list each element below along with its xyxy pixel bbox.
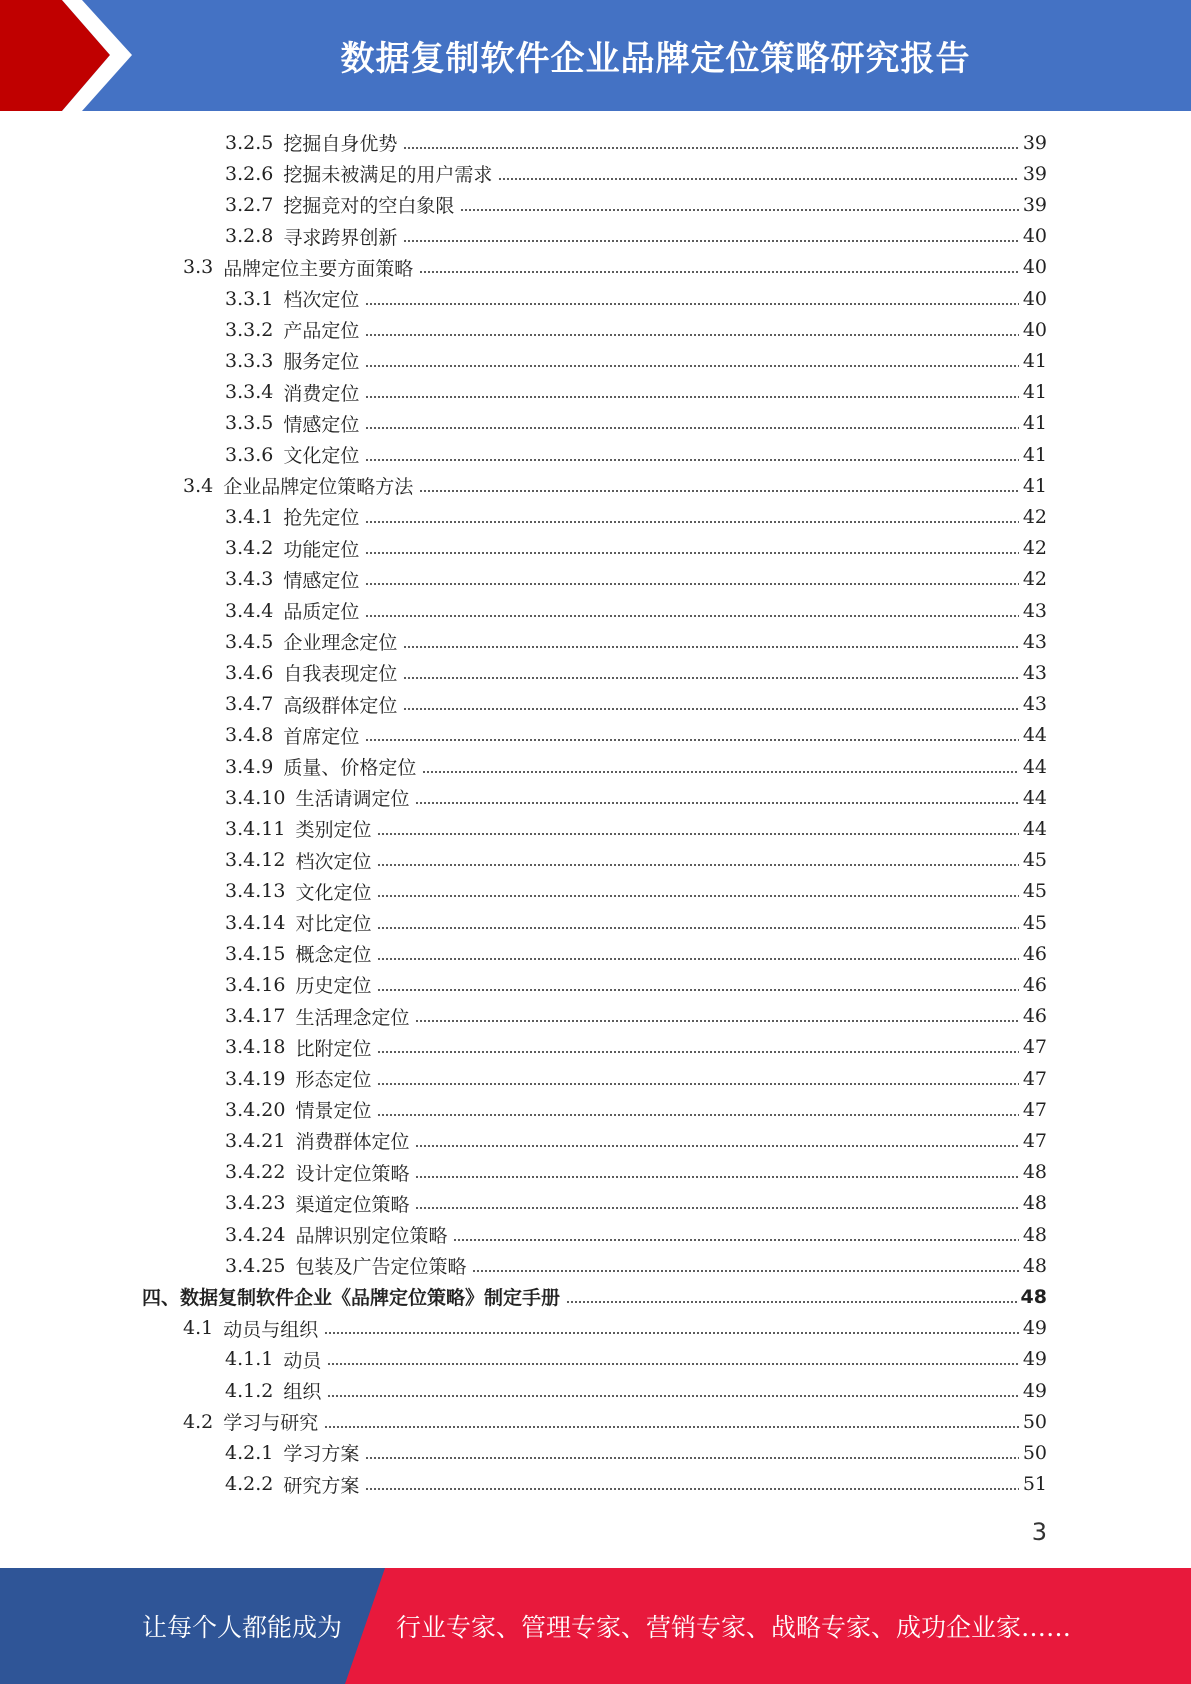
toc-entry-title: 学习方案 bbox=[283, 1443, 360, 1466]
toc-entry-title: 渠道定位策略 bbox=[295, 1193, 410, 1216]
page-number: 3 bbox=[1031, 1518, 1047, 1546]
toc-entry[interactable] bbox=[225, 1219, 1047, 1250]
toc-entry-number: 3.4.22 bbox=[225, 1161, 286, 1184]
toc-entry-title: 形态定位 bbox=[295, 1069, 372, 1091]
dot-leader bbox=[365, 552, 1018, 554]
toc-entry[interactable] bbox=[225, 689, 1047, 720]
toc-entry[interactable] bbox=[225, 1250, 1047, 1281]
toc-entry-number: 3.4.23 bbox=[225, 1192, 286, 1215]
dot-leader bbox=[377, 989, 1018, 991]
toc-entry-page: 49 bbox=[1022, 1379, 1047, 1402]
toc-entry-page: 48 bbox=[1022, 1161, 1047, 1184]
toc-entry-page: 48 bbox=[1022, 1254, 1047, 1277]
toc-entry-number: 3.4.6 bbox=[225, 661, 274, 684]
toc-entry-number: 3.4.21 bbox=[225, 1129, 286, 1152]
toc-entry-title: 历史定位 bbox=[295, 975, 372, 998]
toc-entry-page: 42 bbox=[1022, 505, 1047, 528]
toc-entry-number: 3.2.7 bbox=[225, 193, 274, 216]
toc-entry[interactable] bbox=[183, 1406, 1047, 1437]
toc-entry-page: 42 bbox=[1022, 537, 1047, 560]
toc-entry[interactable] bbox=[225, 189, 1047, 220]
dot-leader bbox=[365, 334, 1018, 336]
toc-entry-title: 企业理念定位 bbox=[283, 632, 398, 655]
toc-entry-title: 类别定位 bbox=[295, 819, 372, 842]
toc-entry-page: 43 bbox=[1022, 630, 1047, 653]
toc-entry-page: 46 bbox=[1022, 942, 1047, 965]
toc-entry-page: 49 bbox=[1022, 1317, 1047, 1340]
toc-entry-title: 挖掘未被满足的用户需求 bbox=[283, 164, 493, 187]
toc-entry-number: 3.3 bbox=[183, 256, 214, 279]
toc-entry[interactable] bbox=[225, 1188, 1047, 1219]
dot-leader bbox=[403, 147, 1018, 149]
dot-leader bbox=[377, 864, 1018, 866]
toc-entry-title: 对比定位 bbox=[295, 913, 372, 935]
dot-leader bbox=[415, 1207, 1018, 1209]
toc-entry[interactable] bbox=[225, 876, 1047, 907]
toc-entry-number: 3.4.2 bbox=[225, 537, 274, 560]
toc-entry[interactable] bbox=[225, 501, 1047, 532]
toc-entry[interactable] bbox=[225, 158, 1047, 189]
toc-entry[interactable] bbox=[225, 751, 1047, 782]
toc-entry-page: 40 bbox=[1022, 318, 1047, 341]
toc-entry-title: 生活理念定位 bbox=[295, 1006, 410, 1029]
toc-entry-page: 44 bbox=[1022, 817, 1047, 840]
toc-entry-title: 学习与研究 bbox=[223, 1412, 319, 1435]
toc-entry-title: 四、数据复制软件企业《品牌定位策略》制定手册 bbox=[142, 1287, 561, 1310]
toc-entry-page: 45 bbox=[1022, 911, 1047, 934]
toc-entry-number: 3.4.12 bbox=[225, 849, 286, 872]
toc-entry-page: 48 bbox=[1022, 1223, 1047, 1246]
toc-entry-title: 品质定位 bbox=[283, 601, 360, 623]
dot-leader bbox=[403, 708, 1018, 710]
toc-entry-number: 3.2.6 bbox=[225, 162, 274, 185]
toc-entry-title: 情感定位 bbox=[283, 413, 360, 436]
toc-entry-page: 51 bbox=[1022, 1473, 1047, 1496]
toc-entry[interactable] bbox=[225, 314, 1047, 345]
toc-entry[interactable] bbox=[225, 408, 1047, 439]
toc-entry-title: 消费定位 bbox=[283, 382, 360, 405]
toc-entry-number: 3.4 bbox=[183, 474, 214, 497]
toc-entry-number: 3.4.20 bbox=[225, 1098, 286, 1121]
toc-entry[interactable] bbox=[183, 470, 1047, 501]
toc-entry[interactable] bbox=[225, 221, 1047, 252]
dot-leader bbox=[472, 1270, 1018, 1272]
dot-leader bbox=[419, 490, 1019, 492]
dot-leader bbox=[365, 1457, 1018, 1459]
toc-entry-number: 4.2 bbox=[183, 1410, 214, 1433]
dot-leader bbox=[377, 895, 1018, 897]
toc-entry[interactable] bbox=[225, 345, 1047, 376]
toc-entry[interactable] bbox=[142, 1281, 1047, 1312]
toc-entry-page: 49 bbox=[1022, 1348, 1047, 1371]
toc-entry-title: 产品定位 bbox=[283, 320, 360, 343]
dot-leader bbox=[377, 927, 1018, 929]
toc-entry-number: 3.2.8 bbox=[225, 225, 274, 248]
dot-leader bbox=[377, 833, 1018, 835]
toc-entry-page: 50 bbox=[1022, 1410, 1047, 1433]
dot-leader bbox=[415, 802, 1018, 804]
dot-leader bbox=[324, 1426, 1019, 1428]
toc-entry[interactable] bbox=[225, 377, 1047, 408]
toc-entry-number: 3.2.5 bbox=[225, 131, 274, 154]
dot-leader bbox=[403, 240, 1018, 242]
toc-entry-title: 情景定位 bbox=[295, 1100, 372, 1123]
toc-entry-title: 文化定位 bbox=[295, 881, 372, 904]
toc-entry-page: 48 bbox=[1020, 1285, 1047, 1308]
toc-entry[interactable] bbox=[225, 1469, 1047, 1500]
toc-entry-title: 消费群体定位 bbox=[295, 1131, 410, 1154]
toc-entry-title: 情感定位 bbox=[283, 569, 360, 592]
toc-entry[interactable] bbox=[225, 813, 1047, 844]
toc-entry-number: 3.4.1 bbox=[225, 505, 274, 528]
toc-entry-page: 41 bbox=[1022, 381, 1047, 404]
toc-entry[interactable] bbox=[225, 782, 1047, 813]
toc-entry[interactable] bbox=[225, 439, 1047, 470]
toc-entry-title: 寻求跨界创新 bbox=[283, 226, 398, 249]
toc-entry-page: 41 bbox=[1022, 443, 1047, 466]
toc-entry[interactable] bbox=[225, 626, 1047, 657]
toc-entry-number: 4.2.2 bbox=[225, 1473, 274, 1496]
toc-entry-page: 47 bbox=[1022, 1067, 1047, 1090]
dot-leader bbox=[365, 615, 1018, 617]
dot-leader bbox=[498, 178, 1018, 180]
toc-entry[interactable] bbox=[225, 1094, 1047, 1125]
toc-entry-title: 品牌识别定位策略 bbox=[295, 1225, 448, 1247]
dot-leader bbox=[327, 1395, 1018, 1397]
toc-entry-number: 3.4.13 bbox=[225, 880, 286, 903]
toc-entry[interactable] bbox=[225, 533, 1047, 564]
toc-entry[interactable] bbox=[225, 657, 1047, 688]
toc-entry[interactable] bbox=[225, 1437, 1047, 1468]
dot-leader bbox=[419, 271, 1019, 273]
toc-entry[interactable] bbox=[225, 938, 1047, 969]
toc-entry-title: 挖掘自身优势 bbox=[283, 133, 398, 155]
toc-entry-number: 3.4.5 bbox=[225, 630, 274, 653]
toc-entry-title: 包装及广告定位策略 bbox=[295, 1256, 467, 1279]
toc-entry-page: 47 bbox=[1022, 1098, 1047, 1121]
toc-entry[interactable] bbox=[225, 1157, 1047, 1188]
dot-leader bbox=[403, 646, 1018, 648]
toc-entry-title: 动员与组织 bbox=[223, 1318, 319, 1341]
toc-entry[interactable] bbox=[225, 1125, 1047, 1156]
toc-entry-number: 4.2.1 bbox=[225, 1441, 274, 1464]
toc-entry[interactable] bbox=[225, 1032, 1047, 1063]
dot-leader bbox=[365, 521, 1018, 523]
toc-entry-number: 3.4.9 bbox=[225, 755, 274, 778]
dot-leader bbox=[324, 1332, 1019, 1334]
toc-entry-number: 3.4.3 bbox=[225, 568, 274, 591]
dot-leader bbox=[415, 1176, 1018, 1178]
toc-entry-title: 抢先定位 bbox=[283, 507, 360, 530]
toc-entry[interactable] bbox=[225, 1375, 1047, 1406]
dot-leader bbox=[327, 1363, 1018, 1365]
toc-entry-page: 47 bbox=[1022, 1036, 1047, 1059]
dot-leader bbox=[422, 771, 1018, 773]
toc-entry[interactable] bbox=[225, 564, 1047, 595]
dot-leader bbox=[365, 1488, 1018, 1490]
toc-entry-title: 自我表现定位 bbox=[283, 663, 398, 686]
toc-entry-number: 3.4.10 bbox=[225, 786, 286, 809]
footer-slogan: 让每个人都能成为 bbox=[142, 1613, 343, 1642]
toc-entry[interactable] bbox=[183, 252, 1047, 283]
toc-entry-page: 39 bbox=[1022, 162, 1047, 185]
dot-leader bbox=[453, 1239, 1018, 1241]
toc-entry-number: 3.4.15 bbox=[225, 942, 286, 965]
toc-entry-page: 44 bbox=[1022, 724, 1047, 747]
toc-entry-title: 动员 bbox=[283, 1349, 322, 1372]
toc-entry-number: 3.4.17 bbox=[225, 1005, 286, 1028]
toc-entry-number: 4.1.2 bbox=[225, 1379, 274, 1402]
toc-entry[interactable] bbox=[225, 595, 1047, 626]
dot-leader bbox=[365, 303, 1018, 305]
toc-entry-number: 3.3.2 bbox=[225, 318, 274, 341]
toc-entry-title: 质量、价格定位 bbox=[283, 757, 417, 779]
toc-entry[interactable] bbox=[225, 969, 1047, 1000]
toc-entry-number: 3.4.4 bbox=[225, 599, 274, 622]
toc-entry-title: 研究方案 bbox=[283, 1474, 360, 1497]
toc-entry-number: 4.1.1 bbox=[225, 1348, 274, 1371]
toc-entry-number: 3.4.18 bbox=[225, 1036, 286, 1059]
toc-entry-title: 功能定位 bbox=[283, 538, 360, 561]
toc-entry[interactable] bbox=[225, 1344, 1047, 1375]
toc-entry-page: 41 bbox=[1022, 349, 1047, 372]
toc-entry-page: 44 bbox=[1022, 786, 1047, 809]
toc-entry-page: 43 bbox=[1022, 693, 1047, 716]
header-banner bbox=[0, 0, 1191, 111]
toc-entry-number: 3.4.25 bbox=[225, 1254, 286, 1277]
toc-entry-title: 档次定位 bbox=[295, 850, 372, 873]
toc-entry-title: 服务定位 bbox=[283, 351, 360, 374]
toc-entry-page: 40 bbox=[1022, 256, 1047, 279]
toc-entry-page: 44 bbox=[1022, 755, 1047, 778]
toc-entry-number: 4.1 bbox=[183, 1317, 214, 1340]
toc-entry-page: 47 bbox=[1022, 1129, 1047, 1152]
toc-entry-number: 3.4.16 bbox=[225, 973, 286, 996]
toc-entry-title: 企业品牌定位策略方法 bbox=[223, 476, 414, 499]
toc-entry[interactable] bbox=[225, 127, 1047, 158]
dot-leader bbox=[460, 209, 1018, 211]
toc-entry-number: 3.4.7 bbox=[225, 693, 274, 716]
chevron-logo-icon bbox=[0, 0, 160, 111]
toc-entry-page: 42 bbox=[1022, 568, 1047, 591]
toc-entry-title: 概念定位 bbox=[295, 944, 372, 967]
toc-entry-title: 品牌定位主要方面策略 bbox=[223, 257, 414, 280]
toc-entry-page: 45 bbox=[1022, 849, 1047, 872]
document-title: 数据复制软件企业品牌定位策略研究报告 bbox=[340, 39, 971, 79]
toc-entry-page: 40 bbox=[1022, 287, 1047, 310]
toc-entry-page: 41 bbox=[1022, 412, 1047, 435]
toc-entry-number: 3.4.11 bbox=[225, 817, 286, 840]
toc-entry-title: 生活请调定位 bbox=[295, 788, 410, 811]
toc-entry-number: 3.3.6 bbox=[225, 443, 274, 466]
dot-leader bbox=[415, 1020, 1018, 1022]
toc-entry[interactable] bbox=[225, 720, 1047, 751]
dot-leader bbox=[365, 583, 1018, 585]
toc-entry-page: 48 bbox=[1022, 1192, 1047, 1215]
dot-leader bbox=[403, 677, 1018, 679]
dot-leader bbox=[365, 396, 1018, 398]
toc-entry-page: 45 bbox=[1022, 880, 1047, 903]
toc-entry-page: 43 bbox=[1022, 661, 1047, 684]
toc-entry-page: 39 bbox=[1022, 193, 1047, 216]
toc-entry[interactable] bbox=[225, 1001, 1047, 1032]
toc-entry[interactable] bbox=[225, 845, 1047, 876]
dot-leader bbox=[365, 427, 1018, 429]
toc-entry-page: 50 bbox=[1022, 1441, 1047, 1464]
toc-entry-page: 39 bbox=[1022, 131, 1047, 154]
toc-entry-number: 3.3.4 bbox=[225, 381, 274, 404]
toc-entry[interactable] bbox=[225, 283, 1047, 314]
toc-entry[interactable] bbox=[225, 907, 1047, 938]
toc-entry-title: 文化定位 bbox=[283, 445, 360, 467]
dot-leader bbox=[415, 1145, 1018, 1147]
toc-entry-number: 3.4.14 bbox=[225, 911, 286, 934]
toc-entry-title: 设计定位策略 bbox=[295, 1162, 410, 1185]
toc-entry-title: 档次定位 bbox=[283, 289, 360, 311]
dot-leader bbox=[365, 739, 1018, 741]
dot-leader bbox=[377, 1083, 1018, 1085]
dot-leader bbox=[377, 958, 1018, 960]
toc-entry-page: 40 bbox=[1022, 225, 1047, 248]
toc-entry-page: 43 bbox=[1022, 599, 1047, 622]
toc-entry-page: 41 bbox=[1022, 474, 1047, 497]
toc-entry[interactable] bbox=[183, 1313, 1047, 1344]
toc-entry-title: 组织 bbox=[283, 1381, 322, 1403]
toc-entry-number: 3.4.8 bbox=[225, 724, 274, 747]
footer-banner bbox=[0, 1568, 1191, 1684]
toc-entry-number: 3.3.1 bbox=[225, 287, 274, 310]
dot-leader bbox=[365, 459, 1018, 461]
toc-entry-title: 比附定位 bbox=[295, 1037, 372, 1060]
toc-entry[interactable] bbox=[225, 1063, 1047, 1094]
toc-entry-page: 46 bbox=[1022, 1005, 1047, 1028]
toc-entry-title: 首席定位 bbox=[283, 725, 360, 748]
dot-leader bbox=[377, 1114, 1018, 1116]
dot-leader bbox=[365, 365, 1018, 367]
toc-entry-number: 3.3.3 bbox=[225, 349, 274, 372]
toc-entry-title: 高级群体定位 bbox=[283, 694, 398, 717]
footer-roles: 行业专家、管理专家、营销专家、战略专家、成功企业家…… bbox=[396, 1613, 1072, 1642]
toc-entry-number: 3.3.5 bbox=[225, 412, 274, 435]
toc-entry-title: 挖掘竞对的空白象限 bbox=[283, 195, 455, 218]
dot-leader bbox=[377, 1051, 1018, 1053]
toc-entry-page: 46 bbox=[1022, 973, 1047, 996]
toc-entry-number: 3.4.19 bbox=[225, 1067, 286, 1090]
dot-leader bbox=[566, 1301, 1017, 1303]
toc-entry-number: 3.4.24 bbox=[225, 1223, 286, 1246]
